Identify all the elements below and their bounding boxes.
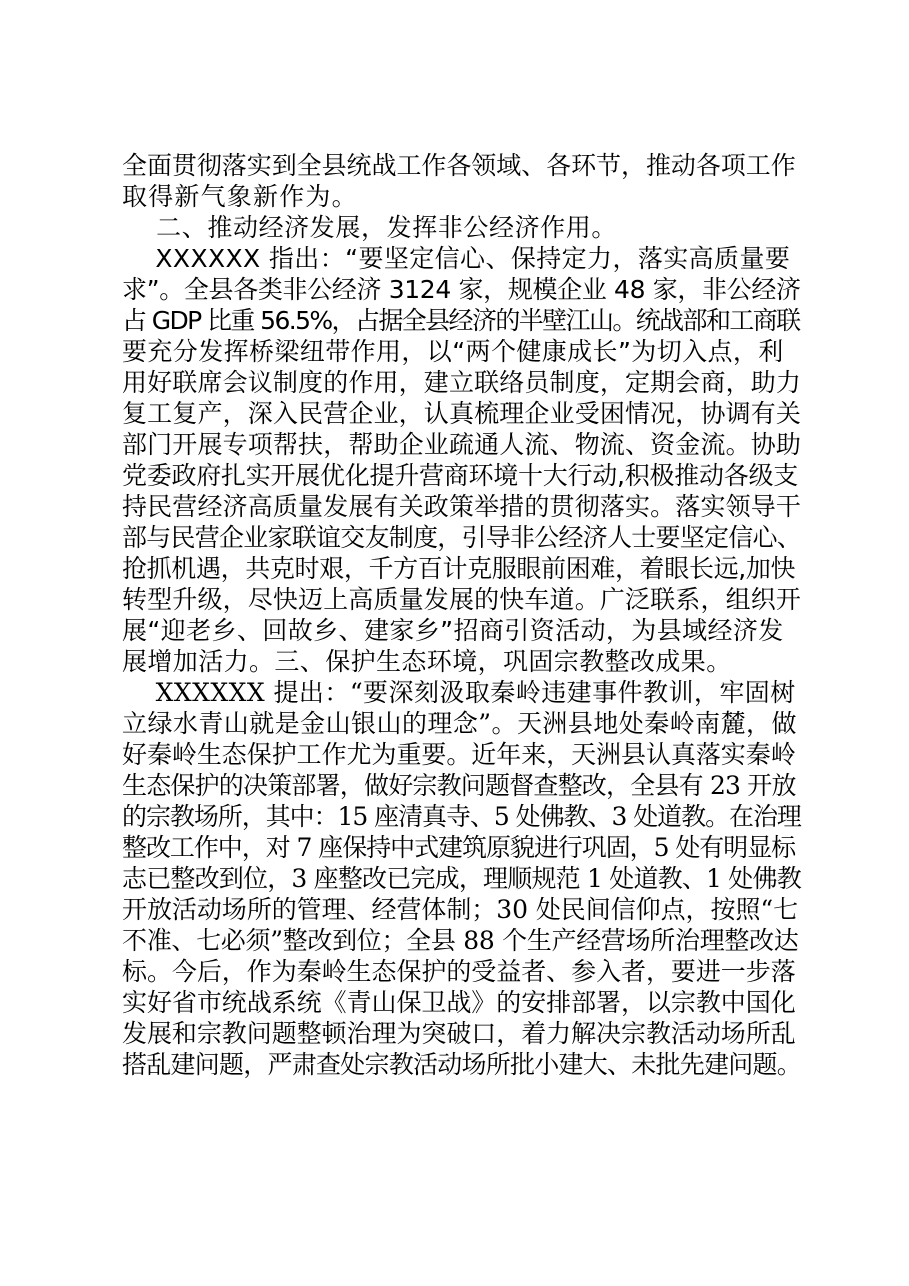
paragraph-line: 转型升级，尽快迈上高质量发展的快车道。广泛联系，组织开: [122, 585, 802, 614]
paragraph-line: 要充分发挥桥梁纽带作用，以“两个健康成长”为切入点，利: [122, 337, 784, 366]
paragraph-line: 开放活动场所的管理、经营体制；30 处民间信仰点，按照“七: [122, 895, 799, 924]
paragraph-line: 持民营经济高质量发展有关政策举措的贯彻落实。落实领导干: [122, 492, 802, 521]
paragraph-line: 求”。全县各类非公经济 3124 家，规模企业 48 家，非公经济: [122, 275, 801, 304]
paragraph-line: 生态保护的决策部署，做好宗教问题督查整改，全县有 23 开放: [122, 771, 796, 800]
paragraph-line: 好秦岭生态保护工作尤为重要。近年来，天洲县认真落实秦岭: [122, 740, 796, 769]
paragraph-line: 不准、七必须”整改到位；全县 88 个生产经营场所治理整改达: [122, 926, 799, 955]
paragraph-line: 实好省市统战系统《青山保卫战》的安排部署，以宗教中国化: [122, 988, 796, 1017]
paragraph-line: 党委政府扎实开展优化提升营商环境十大行动,积极推动各级支: [122, 461, 798, 490]
paragraph-line: 占 GDP 比重 56.5%，占据全县经济的半壁江山。统战部和工商联: [122, 306, 800, 335]
paragraph-line: 标。今后，作为秦岭生态保护的受益者、参入者，要进一步落: [122, 957, 796, 986]
paragraph-line: 展“迎老乡、回故乡、建家乡”招商引资活动，为县域经济发: [122, 616, 784, 645]
paragraph-line: 复工复产，深入民营企业，认真梳理企业受困情况，协调有关: [122, 399, 802, 428]
paragraph-line: 展增加活力。三、保护生态环境，巩固宗教整改成果。: [122, 647, 732, 676]
paragraph-line: 部门开展专项帮扶，帮助企业疏通人流、物流、资金流。协助: [122, 430, 802, 459]
section-heading-2: 二、推动经济发展，发挥非公经济作用。: [122, 213, 617, 242]
paragraph-line: 的宗教场所，其中：15 座清真寺、5 处佛教、3 处道教。在治理: [122, 802, 801, 831]
paragraph-line: 志已整改到位，3 座整改已完成，理顺规范 1 处道教、1 处佛教: [122, 864, 801, 893]
paragraph-line: 取得新气象新作为。: [122, 182, 358, 211]
paragraph-line: 全面贯彻落实到全县统战工作各领域、各环节，推动各项工作: [122, 151, 796, 180]
paragraph-line: 用好联席会议制度的作用，建立联络员制度，定期会商，助力: [122, 368, 802, 397]
paragraph-line: XXXXXX 指出：“要坚定信心、保持定力，落实高质量要: [122, 244, 791, 273]
paragraph-line: 抢抓机遇，共克时艰，千方百计克服眼前困难，着眼长远,加快: [122, 554, 796, 583]
paragraph-line: 发展和宗教问题整顿治理为突破口，着力解决宗教活动场所乱: [122, 1019, 796, 1048]
paragraph-line: 搭乱建问题，严肃查处宗教活动场所批小建大、未批先建问题。: [122, 1050, 802, 1079]
paragraph-line: XXXXXX 提出：“要深刻汲取秦岭违建事件教训，牢固树: [122, 678, 796, 707]
document-body: [122, 150, 802, 1080]
paragraph-line: 整改工作中，对 7 座保持中式建筑原貌进行巩固，5 处有明显标: [122, 833, 796, 862]
paragraph-line: 部与民营企业家联谊交友制度，引导非公经济人士要坚定信心、: [122, 523, 802, 552]
paragraph-line: 立绿水青山就是金山银山的理念”。天洲县地处秦岭南麓，做: [122, 709, 797, 738]
